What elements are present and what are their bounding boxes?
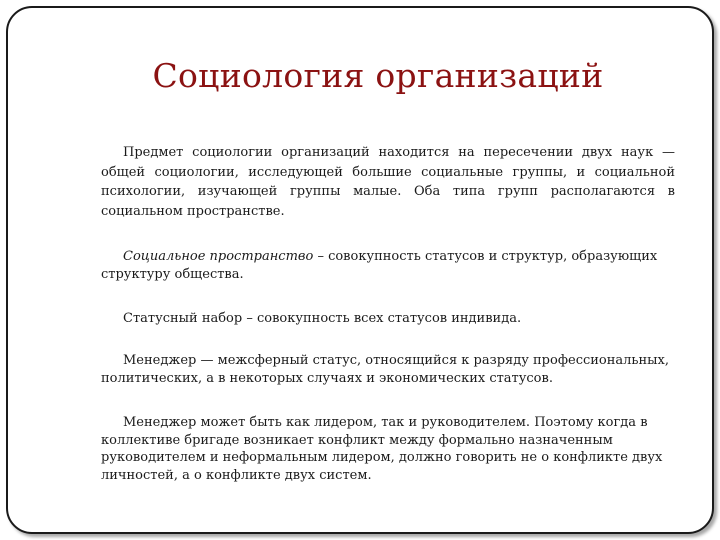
paragraph-social-space xyxy=(101,248,675,284)
paragraph-status-set: Статусный набор – совокупность всех статусов индивида. xyxy=(123,311,522,326)
paragraph-manager-status: Менеджер — межсферный статус, относящийся к разряду профессиональных, политических, а в некоторых случаях и экономических статусов. xyxy=(101,353,669,386)
definition-social-space: – совокупность статусов и структур, образующих структуру общества. xyxy=(101,249,658,282)
slide-title: Социология организаций xyxy=(152,56,604,95)
term-social-space: Социальное пространство xyxy=(123,249,314,264)
paragraph-subject: Предмет социологии организаций находится на пересечении двух наук — общей социологии, исследующей большие социальные группы, и социальной психологии, изучающей группы малые. Оба типа групп располагаются в социальном пространстве. xyxy=(101,145,675,219)
paragraph-manager-leader: Менеджер может быть как лидером, так и руководителем. Поэтому когда в коллективе бригаде возникает конфликт между формально назначенным руководителем и неформальным лидером, должно говорить не о конфликте двух личностей, а о конфликте двух систем. xyxy=(101,415,663,483)
